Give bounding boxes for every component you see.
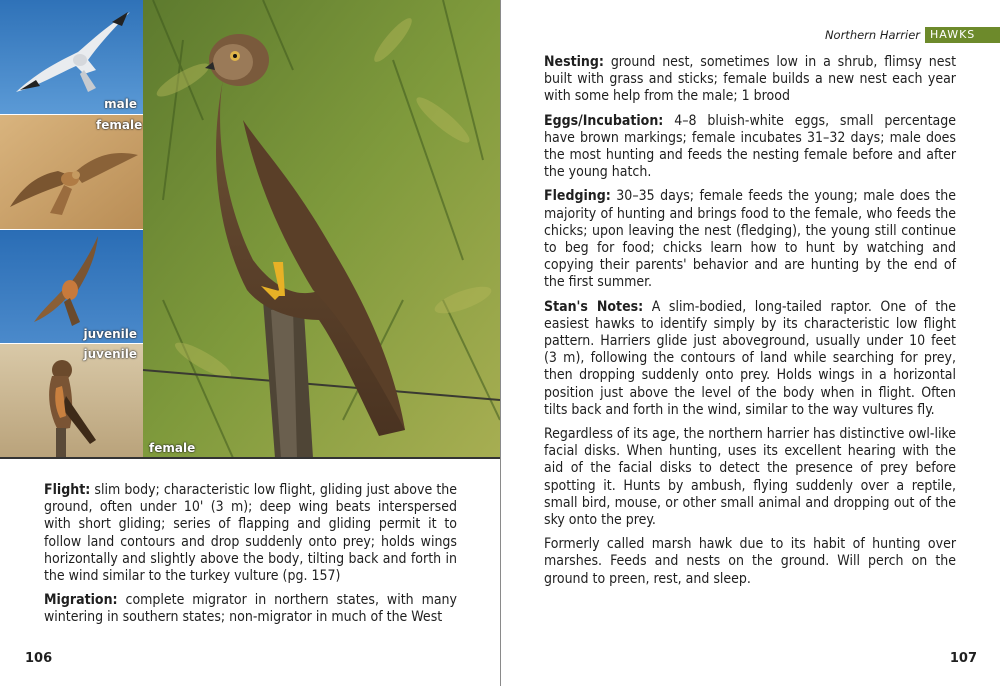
section-heading: Eggs/Incubation:: [544, 112, 664, 129]
section-text: 4–8 bluish-white eggs, small percentage have brown markings; female incubates 31–32 days; male does the most hunting and feeds the nesting female before and after the young hatch.: [544, 112, 957, 181]
section-heading: Nesting:: [544, 54, 604, 70]
photo-divider: [0, 457, 500, 459]
paragraph-facial-disks: [544, 426, 956, 529]
section-flight: [44, 482, 457, 585]
section-text: 30–35 days; female feeds the young; male does the majority of hunting and brings food to the female, who feeds the chicks; upon leaving the nest (fledging), the young still continue to beg for food; chicks learn how to hunt by watching and copying their parents' behavior and are hunting by the end of the first summer.: [544, 188, 957, 291]
section-text: A slim-bodied, long-tailed raptor. One of the easiest hawks to identify simply by its characteristic low flight pattern. Harriers glide just aboveground, usually under 10 feet (3 m), following the contours of land while searching for prey, then dropping suddenly onto prey. Holds wings in a horizontal position just above the level of the body when in flight. Often tilts back and forth in the wind, similar to the way vultures fly.: [544, 298, 956, 418]
thumbnail-label: juvenile: [83, 327, 137, 341]
section-text: complete migrator in northern states, with many wintering in southern states; non-migrator in much of the West: [44, 592, 457, 626]
right-page: [501, 0, 1000, 686]
juvenile-harrier-perched-photo: [0, 344, 143, 459]
paragraph-marsh-hawk: [544, 536, 956, 588]
section-heading: Fledging:: [544, 188, 611, 205]
section-fledging: [544, 188, 956, 291]
right-page-text: [544, 54, 956, 595]
left-page-text: [44, 482, 457, 634]
main-photo-label: female: [149, 441, 196, 455]
female-harrier-photo: [0, 115, 143, 230]
thumbnail-label: male: [104, 97, 137, 111]
section-heading: Stan's Notes:: [544, 298, 644, 315]
section-text: ground nest, sometimes low in a shrub, flimsy nest built with grass and sticks; female builds a new nest each year with some help from the male; 1 brood: [544, 54, 957, 105]
section-text: slim body; characteristic low flight, gliding just above the ground, often under 10' (3 m); deep wing beats interspersed with short gliding; series of flapping and gliding permit it to follow land contours and drop suddenly onto prey; holds wings horizontally and slightly above the body, tilting back and forth in the wind similar to the turkey vulture (pg. 157): [44, 482, 458, 585]
running-header: [825, 27, 1000, 43]
section-nesting: [544, 54, 956, 106]
section-text: Regardless of its age, the northern harrier has distinctive owl-like facial disks. When hunting, uses its excellent hearing with the aid of the facial disks to detect the presence of prey before spotting it. Hunts by ambush, flying suddenly over a reptile, small bird, mouse, or other small animal and dropping out of the sky onto the prey.: [544, 426, 956, 529]
main-photo: [143, 0, 500, 458]
section-text: Formerly called marsh hawk due to its habit of hunting over marshes. Feeds and nests on the ground. Will perch on the ground to preen, rest, and sleep.: [544, 536, 956, 587]
section-stans-notes: [544, 299, 956, 419]
section-heading: Flight:: [44, 482, 91, 498]
page-number: 106: [25, 651, 53, 666]
group-tab: HAWKS: [925, 27, 1000, 43]
section-eggs-incubation: [544, 113, 956, 182]
thumbnail-label: female: [96, 118, 143, 132]
thumbnail-male: [0, 0, 143, 114]
thumbnail-juvenile-flight: [0, 229, 143, 344]
female-harrier-main-photo: [143, 0, 500, 458]
species-name: Northern Harrier: [824, 28, 920, 42]
section-migration: [44, 592, 457, 626]
page-number: 107: [949, 651, 977, 666]
thumbnail-label: juvenile: [83, 347, 137, 361]
section-heading: Migration:: [44, 592, 118, 609]
thumbnail-juvenile-perched: [0, 343, 143, 459]
thumbnail-female: [0, 114, 143, 230]
